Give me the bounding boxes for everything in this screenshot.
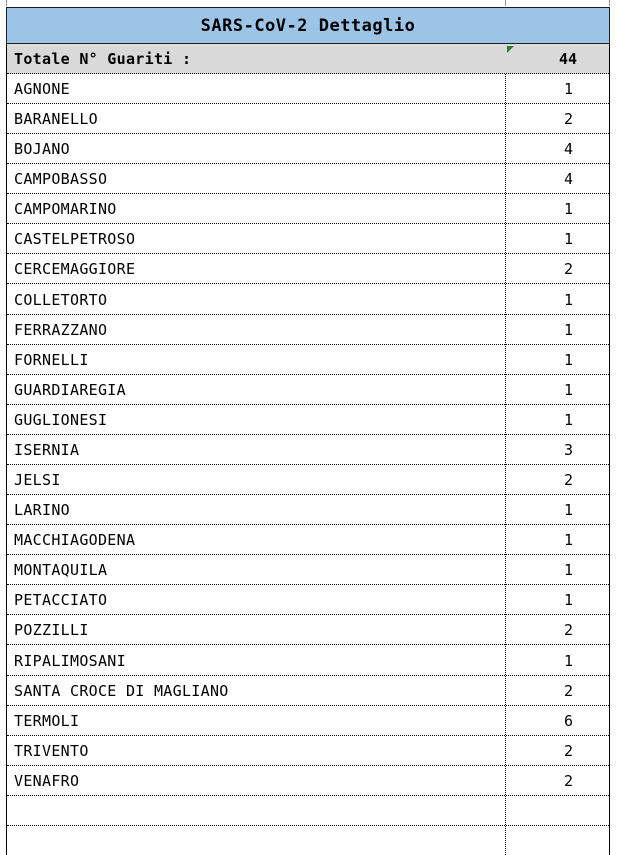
- guariti-count-cell[interactable]: 1: [563, 531, 573, 550]
- comune-name-cell[interactable]: JELSI: [14, 471, 61, 490]
- comune-name-cell[interactable]: MONTAQUILA: [14, 561, 108, 580]
- column-gridline: [6, 0, 7, 6]
- comune-name-cell[interactable]: CAMPOBASSO: [14, 170, 108, 189]
- table-row[interactable]: [7, 826, 609, 855]
- comune-name-cell[interactable]: FORNELLI: [14, 350, 89, 369]
- table-row[interactable]: [7, 345, 609, 375]
- guariti-count-cell[interactable]: 3: [563, 440, 573, 459]
- table-row[interactable]: [7, 285, 609, 315]
- comune-name-cell[interactable]: COLLETORTO: [14, 290, 108, 309]
- table-row[interactable]: [7, 646, 609, 676]
- guariti-count-cell[interactable]: 1: [563, 410, 573, 429]
- guariti-count-cell[interactable]: 1: [563, 591, 573, 610]
- total-label-cell[interactable]: Totale N° Guariti :: [14, 50, 192, 68]
- guariti-count-cell[interactable]: 1: [563, 350, 573, 369]
- column-gridline: [505, 0, 506, 6]
- comune-name-cell[interactable]: PETACCIATO: [14, 591, 108, 610]
- guariti-count-cell[interactable]: 2: [563, 621, 573, 640]
- comune-name-cell[interactable]: CASTELPETROSO: [14, 230, 136, 249]
- comune-name-cell[interactable]: TERMOLI: [14, 711, 80, 730]
- guariti-count-cell[interactable]: 1: [563, 230, 573, 249]
- column-header-strip: [0, 0, 617, 6]
- table-row[interactable]: [7, 405, 609, 435]
- table-row[interactable]: [7, 796, 609, 826]
- comune-name-cell[interactable]: AGNONE: [14, 80, 70, 98]
- table-row[interactable]: [7, 525, 609, 555]
- guariti-count-cell[interactable]: 2: [563, 681, 573, 700]
- table-row[interactable]: [7, 766, 609, 796]
- guariti-count-cell[interactable]: 2: [563, 260, 573, 279]
- cell-comment-indicator-icon: [507, 46, 514, 53]
- comune-name-cell[interactable]: LARINO: [14, 501, 70, 520]
- table-row[interactable]: [7, 615, 609, 645]
- comune-name-cell[interactable]: BARANELLO: [14, 110, 98, 129]
- guariti-count-cell[interactable]: 1: [563, 290, 573, 309]
- total-value-cell[interactable]: 44: [558, 50, 577, 68]
- guariti-count-cell[interactable]: 1: [563, 561, 573, 580]
- comune-name-cell[interactable]: CERCEMAGGIORE: [14, 260, 136, 279]
- table-row[interactable]: [7, 555, 609, 585]
- table-row[interactable]: [7, 164, 609, 194]
- table-row[interactable]: [7, 676, 609, 706]
- comune-name-cell[interactable]: POZZILLI: [14, 621, 89, 640]
- comune-name-cell[interactable]: TRIVENTO: [14, 741, 89, 760]
- guariti-count-cell[interactable]: 6: [563, 711, 573, 730]
- guariti-count-cell[interactable]: 2: [563, 771, 573, 790]
- comune-name-cell[interactable]: VENAFRO: [14, 771, 80, 790]
- guariti-count-cell[interactable]: 2: [563, 471, 573, 490]
- guariti-count-cell[interactable]: 4: [563, 170, 573, 189]
- guariti-count-cell[interactable]: 4: [563, 140, 573, 159]
- table-row[interactable]: [7, 585, 609, 615]
- comune-name-cell[interactable]: GUGLIONESI: [14, 410, 108, 429]
- table-row[interactable]: [7, 706, 609, 736]
- table-row[interactable]: [7, 74, 609, 104]
- guariti-count-cell[interactable]: 1: [563, 501, 573, 520]
- table-title-cell[interactable]: SARS-CoV-2 Dettaglio: [6, 7, 610, 44]
- comune-name-cell[interactable]: BOJANO: [14, 140, 70, 159]
- guariti-count-cell[interactable]: 1: [563, 651, 573, 670]
- table-row[interactable]: [7, 224, 609, 254]
- comune-name-cell[interactable]: SANTA CROCE DI MAGLIANO: [14, 681, 229, 700]
- guariti-count-cell[interactable]: 1: [563, 380, 573, 399]
- guariti-count-cell[interactable]: 1: [563, 320, 573, 339]
- guariti-count-cell[interactable]: 1: [563, 80, 573, 98]
- table-row[interactable]: [7, 194, 609, 224]
- comune-name-cell[interactable]: RIPALIMOSANI: [14, 651, 126, 670]
- table-row[interactable]: [7, 134, 609, 164]
- table-row[interactable]: [7, 375, 609, 405]
- table-row[interactable]: [7, 104, 609, 134]
- comune-name-cell[interactable]: CAMPOMARINO: [14, 200, 117, 219]
- table-row[interactable]: [7, 736, 609, 766]
- comune-name-cell[interactable]: ISERNIA: [14, 440, 80, 459]
- guariti-count-cell[interactable]: 2: [563, 110, 573, 129]
- total-row[interactable]: [7, 44, 609, 74]
- comune-name-cell[interactable]: MACCHIAGODENA: [14, 531, 136, 550]
- guariti-count-cell[interactable]: 1: [563, 200, 573, 219]
- comune-name-cell[interactable]: FERRAZZANO: [14, 320, 108, 339]
- table-row[interactable]: [7, 495, 609, 525]
- table-row[interactable]: [7, 435, 609, 465]
- comune-name-cell[interactable]: GUARDIAREGIA: [14, 380, 126, 399]
- table-row[interactable]: [7, 465, 609, 495]
- column-gridline: [609, 0, 610, 6]
- guariti-count-cell[interactable]: 2: [563, 741, 573, 760]
- table-row[interactable]: [7, 254, 609, 284]
- table-row[interactable]: [7, 315, 609, 345]
- table-right-border: [609, 44, 610, 855]
